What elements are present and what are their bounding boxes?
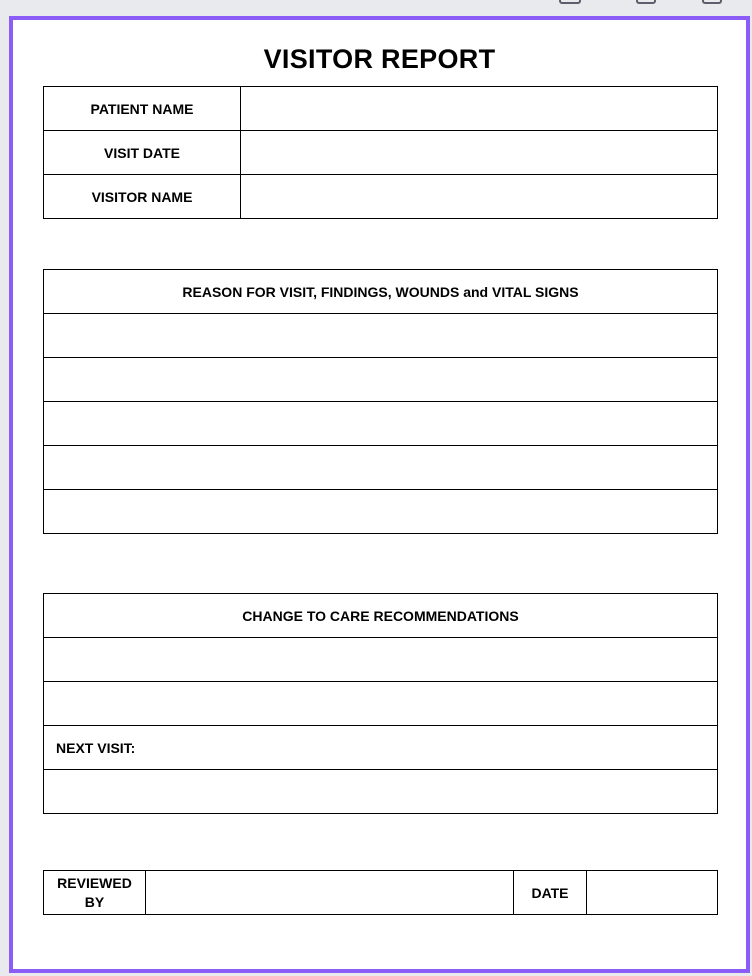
app-toolbar xyxy=(0,0,752,16)
document-page xyxy=(9,16,750,973)
findings-row-1[interactable] xyxy=(44,314,718,358)
care-row-4[interactable] xyxy=(44,770,718,814)
table-row xyxy=(44,131,718,175)
table-row xyxy=(44,490,718,534)
table-row xyxy=(44,402,718,446)
table-row xyxy=(44,638,718,682)
visit-date-field[interactable] xyxy=(241,131,718,175)
table-row xyxy=(44,594,718,638)
care-recommendations-table xyxy=(43,593,718,814)
page-view-icon[interactable] xyxy=(559,0,581,4)
table-row xyxy=(44,682,718,726)
table-row xyxy=(44,175,718,219)
patient-info-table xyxy=(43,86,718,219)
visit-date-label: VISIT DATE xyxy=(44,131,241,175)
findings-header: REASON FOR VISIT, FINDINGS, WOUNDS and VITAL SIGNS xyxy=(44,270,718,314)
reviewed-by-line-1: REVIEWED xyxy=(57,874,132,891)
fullscreen-icon[interactable] xyxy=(702,0,722,4)
table-row xyxy=(44,314,718,358)
reviewed-by-field[interactable] xyxy=(146,871,514,915)
findings-row-5[interactable] xyxy=(44,490,718,534)
grid-view-icon[interactable] xyxy=(636,0,656,4)
document-title: VISITOR REPORT xyxy=(263,44,496,74)
findings-row-2[interactable] xyxy=(44,358,718,402)
date-field[interactable] xyxy=(587,871,718,915)
care-header: CHANGE TO CARE RECOMMENDATIONS xyxy=(44,594,718,638)
table-row xyxy=(44,270,718,314)
visitor-name-label: VISITOR NAME xyxy=(44,175,241,219)
reviewed-by-label xyxy=(44,871,146,915)
findings-row-4[interactable] xyxy=(44,446,718,490)
table-row xyxy=(44,726,718,770)
next-visit-label[interactable]: NEXT VISIT: xyxy=(44,726,718,770)
table-row xyxy=(44,446,718,490)
reviewed-by-line-2: BY xyxy=(84,893,105,910)
table-row xyxy=(44,87,718,131)
table-row xyxy=(44,871,718,915)
visitor-name-field[interactable] xyxy=(241,175,718,219)
patient-name-field[interactable] xyxy=(241,87,718,131)
findings-row-3[interactable] xyxy=(44,402,718,446)
signoff-table xyxy=(43,870,718,915)
findings-table xyxy=(43,269,718,534)
care-row-2[interactable] xyxy=(44,682,718,726)
care-row-1[interactable] xyxy=(44,638,718,682)
table-row xyxy=(44,770,718,814)
date-label: DATE xyxy=(514,871,587,915)
patient-name-label: PATIENT NAME xyxy=(44,87,241,131)
table-row xyxy=(44,358,718,402)
